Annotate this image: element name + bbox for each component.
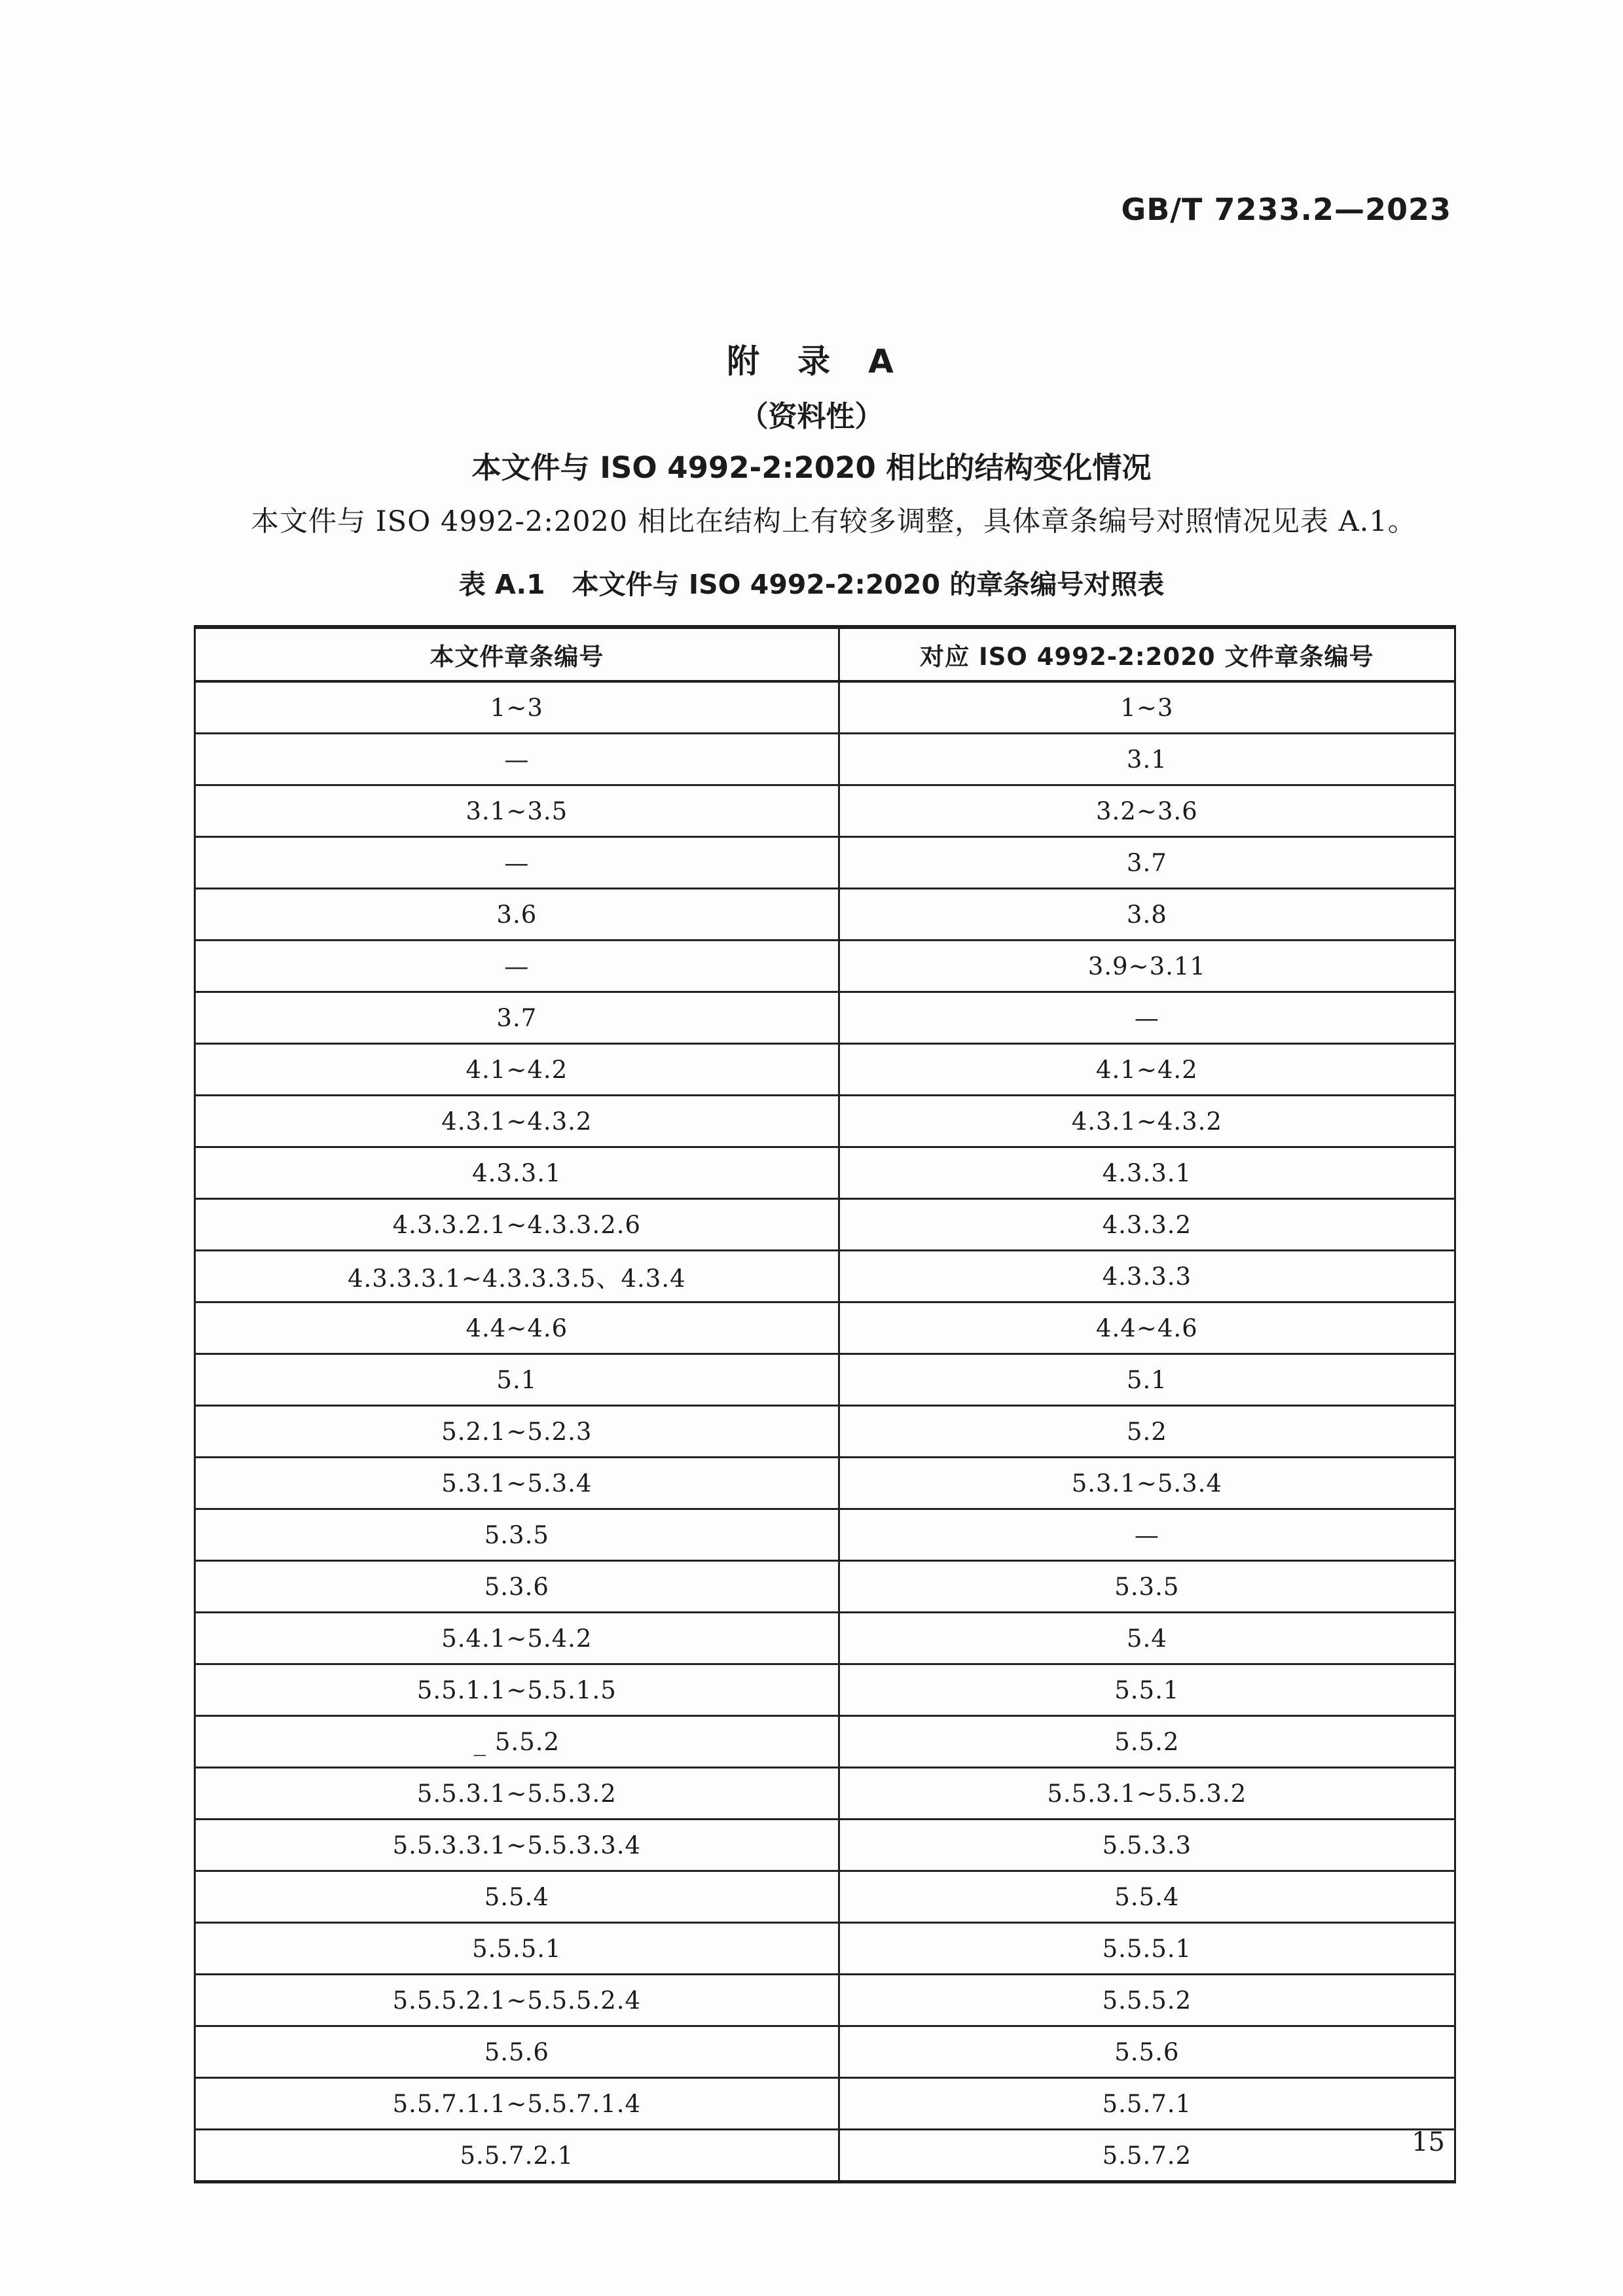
table-row (195, 1251, 1455, 1302)
table-row (195, 1199, 1455, 1251)
table-row (195, 1768, 1455, 1820)
table-row (195, 1354, 1455, 1406)
appendix-heading: 本文件与 ISO 4992-2:2020 相比的结构变化情况 (471, 450, 1152, 485)
table-row (195, 1147, 1455, 1199)
table-row (195, 1871, 1455, 1923)
table-cell-iso-document: 4.3.3.3 (839, 1251, 1455, 1302)
table-cell-iso-document: 5.3.1~5.3.4 (839, 1458, 1455, 1509)
table-cell-iso-document: 5.5.5.1 (839, 1923, 1455, 1975)
table-cell-this-document: 5.2.1~5.2.3 (195, 1406, 839, 1458)
table-row (195, 2130, 1455, 2182)
table-cell-iso-document: 5.5.1 (839, 1664, 1455, 1716)
table-cell-iso-document: 3.2~3.6 (839, 785, 1455, 837)
intro-paragraph: 本文件与 ISO 4992-2:2020 相比在结构上有较多调整，具体章条编号对照情况见表 A.1。 (251, 505, 1417, 538)
table-cell-iso-document: 5.5.6 (839, 2026, 1455, 2078)
table-cell-this-document: 5.4.1~5.4.2 (195, 1613, 839, 1664)
table-cell-this-document: 5.5.7.1.1~5.5.7.1.4 (195, 2078, 839, 2130)
table-row (195, 1716, 1455, 1768)
table-row (195, 1923, 1455, 1975)
table-cell-this-document: 5.5.3.3.1~5.5.3.3.4 (195, 1820, 839, 1871)
table-cell-this-document: — (195, 837, 839, 889)
table-row (195, 889, 1455, 941)
table-caption: 表 A.1 本文件与 ISO 4992-2:2020 的章条编号对照表 (458, 569, 1165, 600)
table-cell-this-document: 4.3.1~4.3.2 (195, 1096, 839, 1147)
table-cell-this-document: _ 5.5.2 (195, 1716, 839, 1768)
table-cell-this-document: 4.3.3.2.1~4.3.3.2.6 (195, 1199, 839, 1251)
table-cell-this-document: 4.3.3.1 (195, 1147, 839, 1199)
table-cell-iso-document: 5.1 (839, 1354, 1455, 1406)
appendix-type-note: （资料性） (739, 400, 884, 433)
table-cell-this-document: 3.1~3.5 (195, 785, 839, 837)
table-row (195, 1561, 1455, 1613)
table-row (195, 681, 1455, 734)
table-cell-this-document: 5.5.5.1 (195, 1923, 839, 1975)
table-row (195, 837, 1455, 889)
table-row (195, 785, 1455, 837)
table-row (195, 1820, 1455, 1871)
table-cell-iso-document: 5.5.3.3 (839, 1820, 1455, 1871)
table-cell-iso-document: 5.5.7.2 (839, 2130, 1455, 2182)
appendix-title: 附 录 A (727, 342, 896, 380)
table-cell-iso-document: 4.3.3.1 (839, 1147, 1455, 1199)
table-cell-iso-document: 5.2 (839, 1406, 1455, 1458)
table-cell-this-document: — (195, 734, 839, 785)
table-cell-iso-document: — (839, 992, 1455, 1044)
table-cell-this-document: 5.5.4 (195, 1871, 839, 1923)
table-cell-this-document: 5.5.1.1~5.5.1.5 (195, 1664, 839, 1716)
table-cell-iso-document: 4.4~4.6 (839, 1302, 1455, 1354)
table-cell-iso-document: 5.3.5 (839, 1561, 1455, 1613)
table-cell-iso-document: 4.1~4.2 (839, 1044, 1455, 1096)
table-cell-this-document: 5.1 (195, 1354, 839, 1406)
column-header-this-document: 本文件章条编号 (195, 627, 839, 681)
table-cell-iso-document: 3.8 (839, 889, 1455, 941)
table-row (195, 1096, 1455, 1147)
table-row (195, 1664, 1455, 1716)
table-cell-this-document: — (195, 941, 839, 992)
table-cell-iso-document: 3.7 (839, 837, 1455, 889)
table-body (195, 681, 1455, 2182)
table-row (195, 941, 1455, 992)
table-cell-this-document: 4.3.3.3.1~4.3.3.3.5、4.3.4 (195, 1251, 839, 1302)
table-cell-this-document: 5.5.7.2.1 (460, 2141, 574, 2170)
clause-comparison-table (194, 625, 1456, 2183)
table-cell-this-document: 5.5.6 (195, 2026, 839, 2078)
table-cell-iso-document: 3.9~3.11 (839, 941, 1455, 992)
table-cell-iso-document: 4.3.3.2 (839, 1199, 1455, 1251)
table-cell-iso-document: 5.5.2 (839, 1716, 1455, 1768)
table-row (195, 992, 1455, 1044)
table-cell-this-document: 4.1~4.2 (195, 1044, 839, 1096)
table-row (195, 1613, 1455, 1664)
table-cell-iso-document: 5.4 (839, 1613, 1455, 1664)
table-cell-iso-document: 4.3.1~4.3.2 (839, 1096, 1455, 1147)
table-cell-this-document: 5.3.6 (195, 1561, 839, 1613)
standard-number-header: GB/T 7233.2—2023 (1121, 192, 1451, 227)
table-cell-this-document: 3.7 (195, 992, 839, 1044)
table-cell-iso-document: 5.5.5.2 (839, 1975, 1455, 2026)
table-cell-this-document: 3.6 (195, 889, 839, 941)
table-row (195, 734, 1455, 785)
table-cell-iso-document: 5.5.3.1~5.5.3.2 (839, 1768, 1455, 1820)
table-cell-this-document: 5.3.5 (195, 1509, 839, 1561)
table-cell-this-document: 1~3 (195, 681, 839, 734)
table-cell-iso-document: — (839, 1509, 1455, 1561)
table-cell-this-document: 5.5.5.2.1~5.5.5.2.4 (195, 1975, 839, 2026)
table-cell-this-document: 5.3.1~5.3.4 (195, 1458, 839, 1509)
table-row (195, 2026, 1455, 2078)
table-row (195, 1975, 1455, 2026)
table-row (195, 1509, 1455, 1561)
column-header-iso-document: 对应 ISO 4992-2:2020 文件章条编号 (839, 627, 1455, 681)
table-cell-iso-document: 5.5.4 (839, 1871, 1455, 1923)
table-cell-this-document: 4.4~4.6 (195, 1302, 839, 1354)
table-row (195, 1044, 1455, 1096)
table-cell-this-document: 5.5.3.1~5.5.3.2 (195, 1768, 839, 1820)
table-row (195, 1458, 1455, 1509)
table-row (195, 1406, 1455, 1458)
table-cell-iso-document: 5.5.7.1 (839, 2078, 1455, 2130)
table-cell-iso-document: 3.1 (839, 734, 1455, 785)
page-number: 15 (1412, 2127, 1445, 2157)
table-row (195, 1302, 1455, 1354)
table-header-row (195, 627, 1455, 681)
table-cell-iso-document: 1~3 (839, 681, 1455, 734)
table-row (195, 2078, 1455, 2130)
